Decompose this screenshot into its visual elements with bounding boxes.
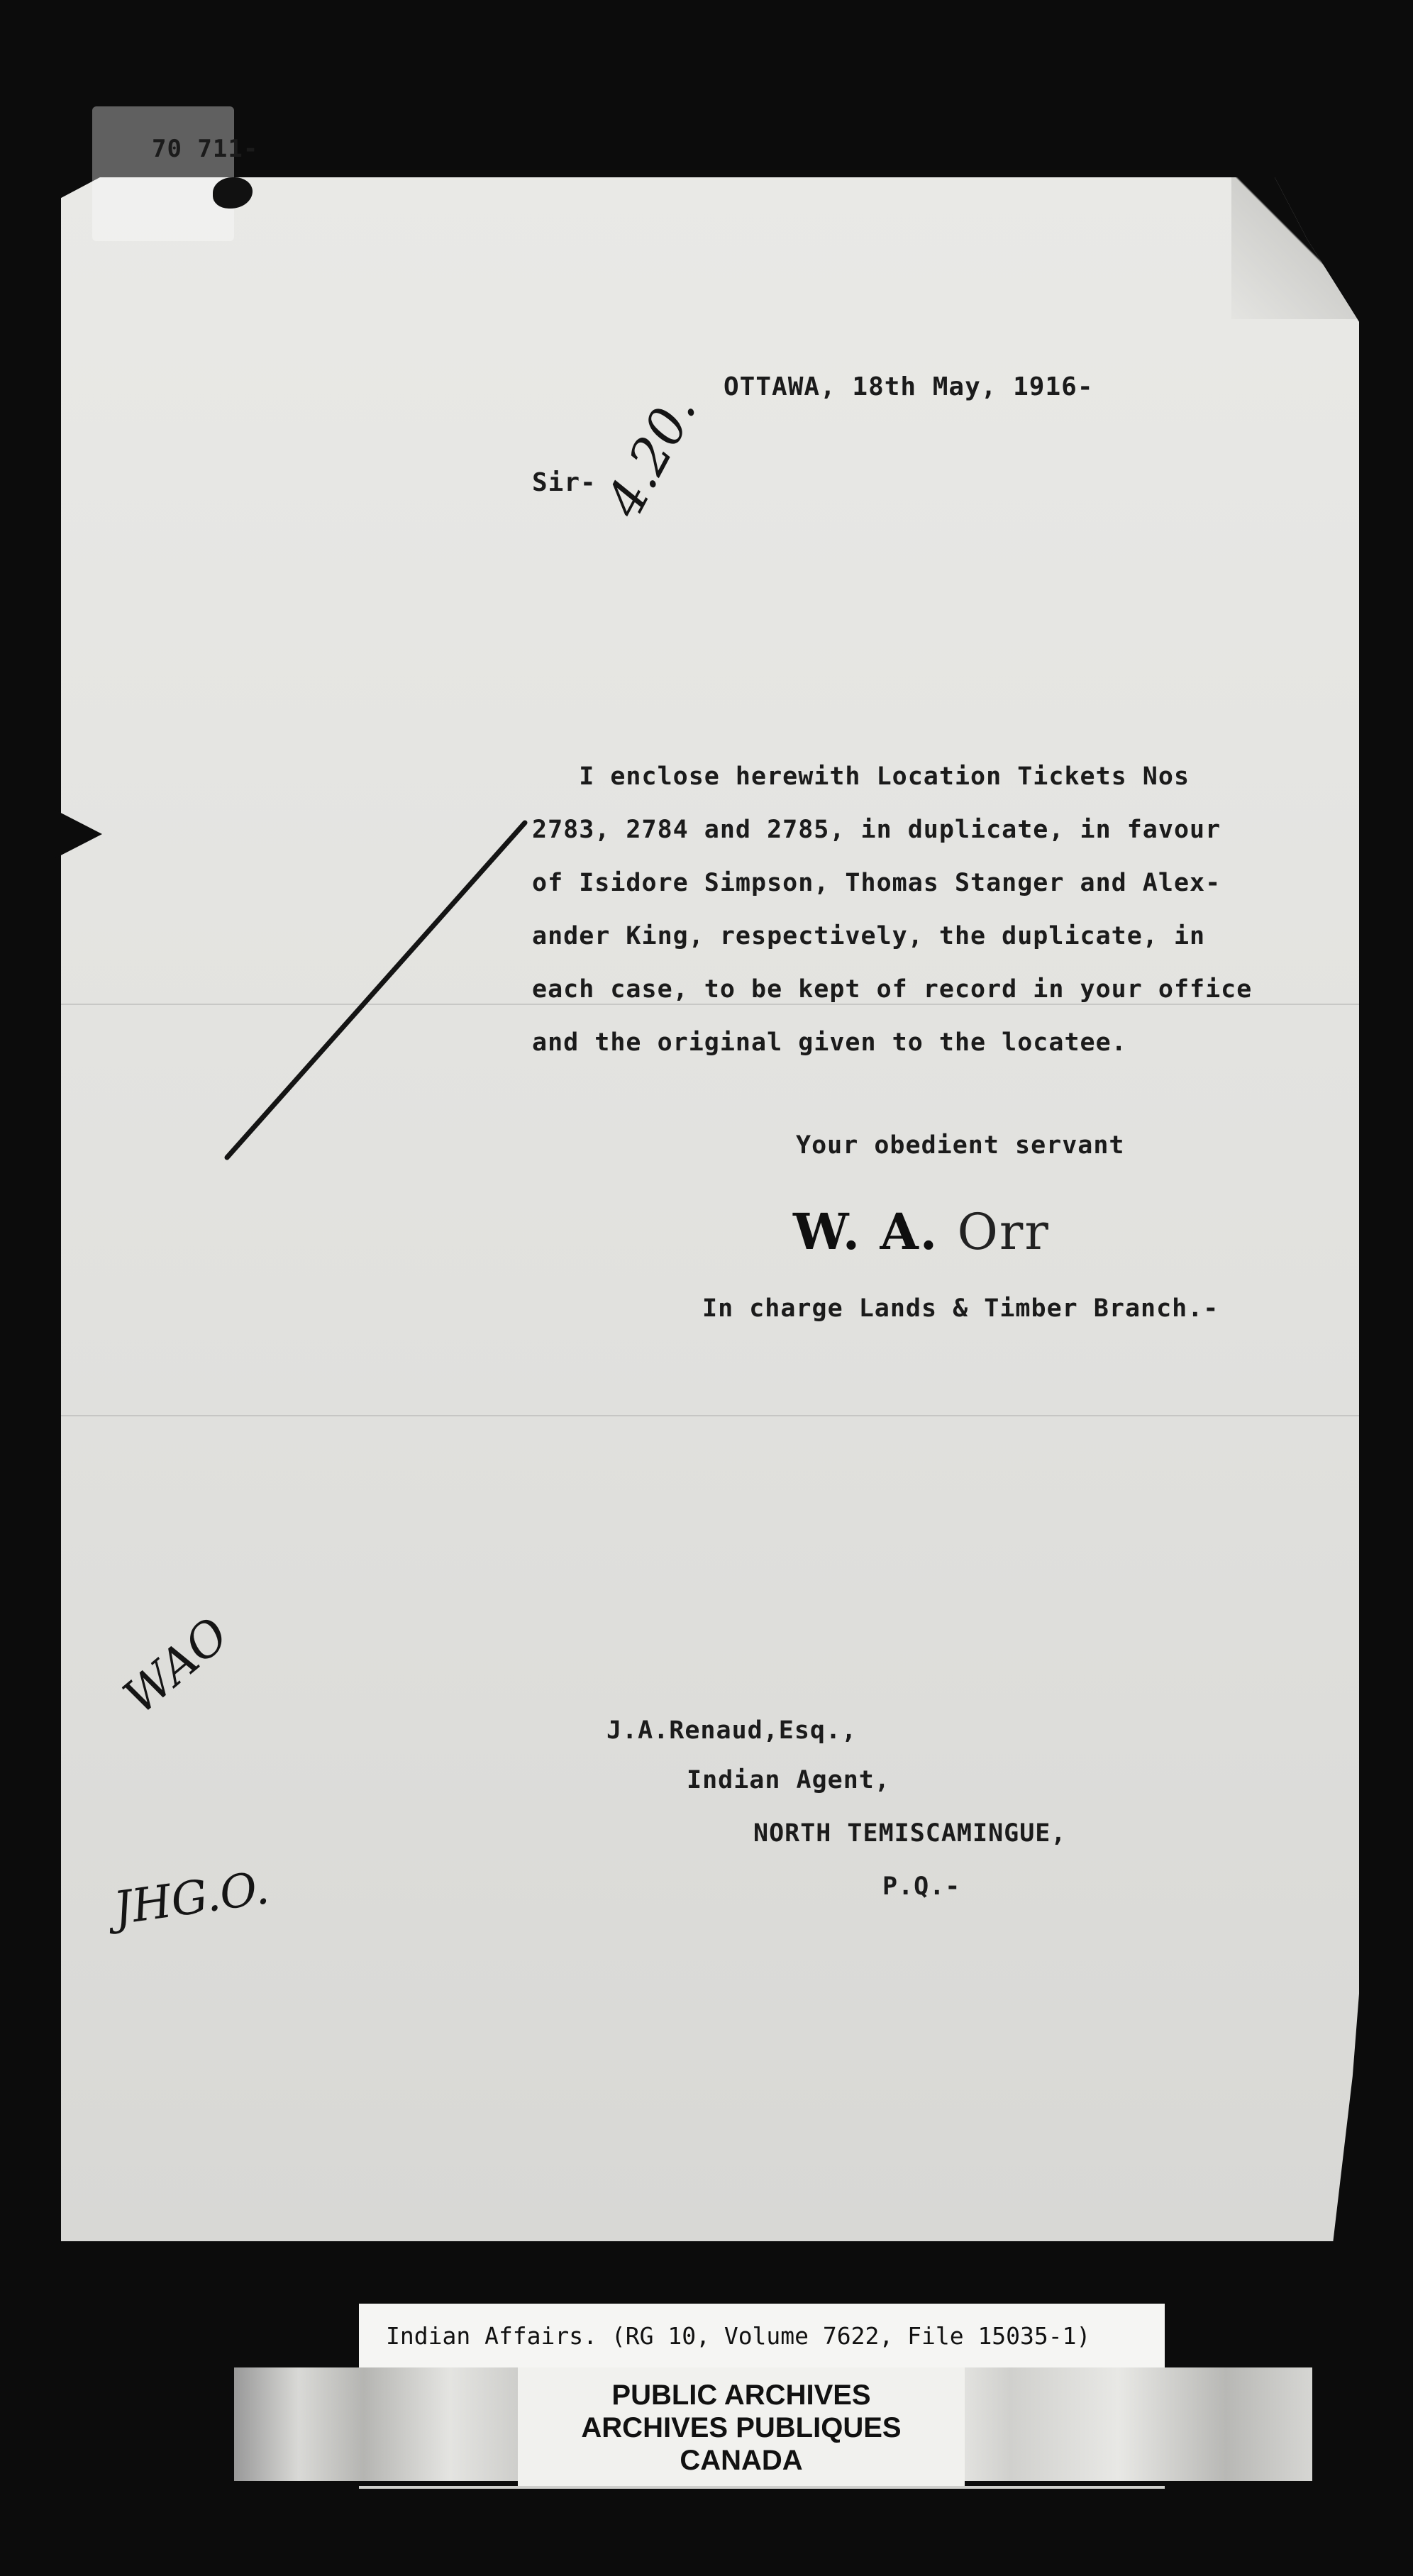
archive-reference-label: Indian Affairs. (RG 10, Volume 7622, File 15035-1) xyxy=(359,2304,1165,2367)
recipient-province: P.Q.- xyxy=(882,1872,961,1901)
recipient-place: NORTH TEMISCAMINGUE, xyxy=(753,1819,1067,1848)
archive-stamp-line-2: ARCHIVES PUBLIQUES xyxy=(581,2412,902,2443)
archive-stamp-line-3: CANADA xyxy=(680,2445,803,2476)
recipient-name: J.A.Renaud,Esq., xyxy=(606,1716,858,1745)
signature-name: Orr xyxy=(957,1203,1050,1261)
body-line-2: 2783, 2784 and 2785, in duplicate, in favour xyxy=(532,816,1221,844)
body-line-1: I enclose herewith Location Tickets Nos xyxy=(532,762,1190,791)
body-line-3: of Isidore Simpson, Thomas Stanger and Alex- xyxy=(532,869,1221,897)
handwritten-initials-jhgo: JHG.O. xyxy=(110,1862,272,1936)
mount-bottom-edge xyxy=(359,2486,1165,2489)
archive-stamp xyxy=(518,2367,965,2488)
salutation: Sir- xyxy=(532,468,597,497)
handwritten-top-mark: 4.20. xyxy=(594,384,708,527)
recipient-title: Indian Agent, xyxy=(687,1766,890,1794)
date-line: OTTAWA, 18th May, 1916- xyxy=(724,372,1094,401)
archive-stamp-line-1: PUBLIC ARCHIVES xyxy=(611,2380,871,2411)
body-line-5: each case, to be kept of record in your office xyxy=(532,975,1253,1004)
closing: Your obedient servant xyxy=(796,1131,1125,1160)
signature-title: In charge Lands & Timber Branch.- xyxy=(702,1294,1219,1323)
body-line-6: and the original given to the locatee. xyxy=(532,1028,1127,1057)
handwritten-initials-wao: WAO xyxy=(113,1606,239,1725)
signature-initials: W. A. xyxy=(793,1202,939,1261)
file-number: 70 711- xyxy=(152,135,259,163)
signature-stamp xyxy=(793,1202,1050,1261)
body-line-4: ander King, respectively, the duplicate, in xyxy=(532,922,1206,950)
